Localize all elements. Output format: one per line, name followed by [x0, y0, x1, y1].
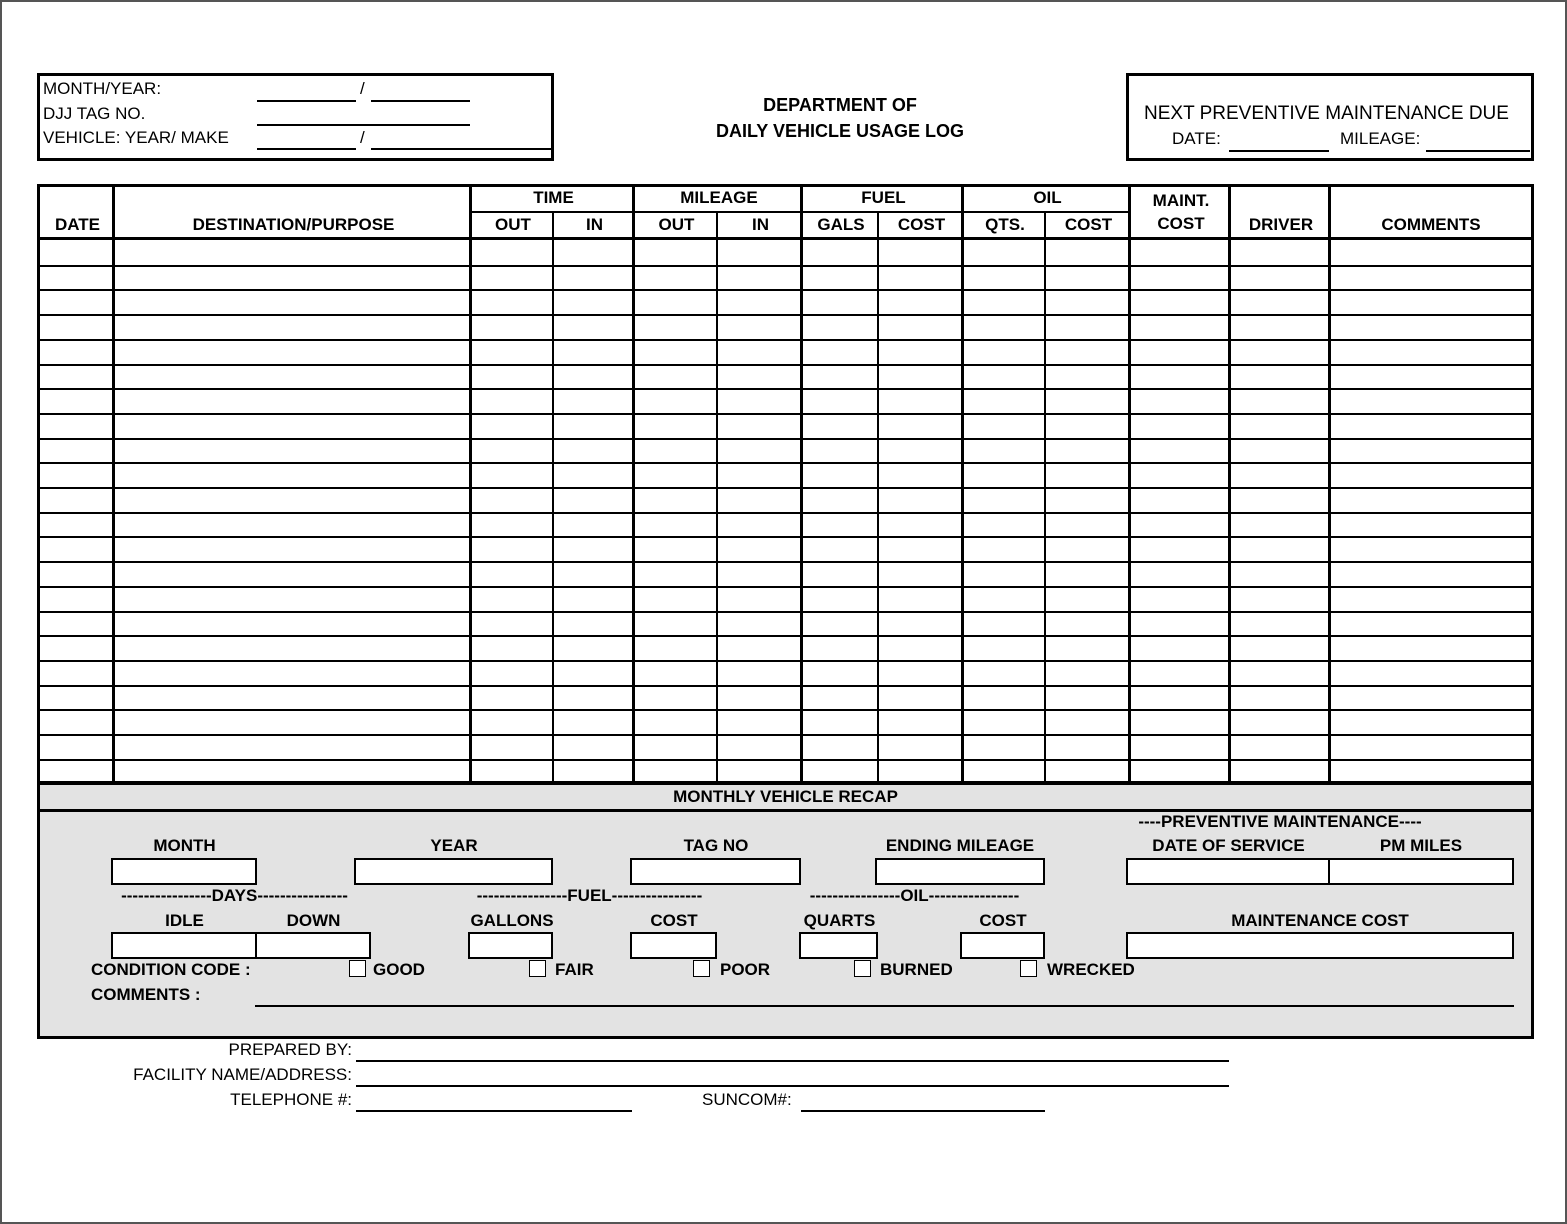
- recap-down-field[interactable]: [255, 932, 371, 959]
- recap-pm-miles-field[interactable]: [1328, 858, 1514, 885]
- col-divider: [1228, 187, 1231, 784]
- table-row-line: [40, 561, 1531, 563]
- recap-month-field[interactable]: [111, 858, 257, 885]
- table-row-line: [40, 487, 1531, 489]
- prepared-by-line[interactable]: [356, 1060, 1229, 1062]
- condition-fair-label: FAIR: [555, 960, 594, 979]
- table-row-line: [40, 462, 1531, 464]
- col-divider: [800, 187, 803, 784]
- recap-ending-mileage-field[interactable]: [875, 858, 1045, 885]
- recap-down-label: DOWN: [286, 911, 341, 930]
- header-comments: COMMENTS: [1381, 215, 1481, 234]
- recap-tag-field[interactable]: [630, 858, 801, 885]
- condition-poor-label: POOR: [720, 960, 771, 979]
- header-mileage-in: IN: [752, 215, 769, 234]
- recap-year-label: YEAR: [430, 836, 478, 855]
- condition-good-checkbox[interactable]: [349, 960, 366, 977]
- header-oil-cost: COST: [1064, 215, 1113, 234]
- oil-divider: ----------------OIL----------------: [809, 886, 1020, 905]
- table-row-line: [40, 364, 1531, 366]
- recap-quarts-field[interactable]: [799, 932, 878, 959]
- header-maint: MAINT.: [1152, 191, 1210, 210]
- header-time: TIME: [533, 188, 574, 207]
- recap-month-label: MONTH: [153, 836, 216, 855]
- recap-maintenance-cost-label: MAINTENANCE COST: [1231, 911, 1409, 930]
- recap-tag-label: TAG NO: [683, 836, 749, 855]
- recap-idle-field[interactable]: [111, 932, 257, 959]
- condition-burned-label: BURNED: [880, 960, 953, 979]
- header-oil-qts: QTS.: [985, 215, 1025, 234]
- fuel-divider: ----------------FUEL----------------: [476, 886, 703, 905]
- col-divider: [112, 187, 115, 784]
- recap-ending-mileage-label: ENDING MILEAGE: [885, 836, 1035, 855]
- col-divider: [1128, 187, 1131, 784]
- facility-label: FACILITY NAME/ADDRESS:: [133, 1065, 352, 1084]
- table-row-line: [40, 611, 1531, 613]
- next-maintenance-box: [1126, 73, 1534, 161]
- vehicle-year-make-label: VEHICLE: YEAR/ MAKE: [43, 128, 229, 147]
- telephone-line[interactable]: [356, 1110, 632, 1112]
- col-divider: [716, 212, 718, 784]
- condition-good-label: GOOD: [373, 960, 425, 979]
- col-divider: [961, 187, 964, 784]
- table-row-line: [40, 635, 1531, 637]
- table-row-line: [40, 536, 1531, 538]
- condition-wrecked-checkbox[interactable]: [1020, 960, 1037, 977]
- condition-wrecked-label: WRECKED: [1047, 960, 1135, 979]
- header-mileage: MILEAGE: [680, 188, 758, 207]
- table-row-line: [40, 660, 1531, 662]
- next-pm-date-label: DATE:: [1172, 129, 1221, 148]
- header-fuel-gals: GALS: [817, 215, 865, 234]
- header-driver: DRIVER: [1248, 215, 1314, 234]
- header-time-in: IN: [586, 215, 603, 234]
- recap-maintenance-cost-field[interactable]: [1126, 932, 1514, 959]
- table-row-line: [40, 734, 1531, 736]
- days-divider: ----------------DAYS----------------: [121, 886, 348, 905]
- header-maint-cost: COST: [1157, 214, 1205, 233]
- next-pm-mileage-label: MILEAGE:: [1340, 129, 1421, 148]
- title-line-2: DAILY VEHICLE USAGE LOG: [715, 121, 965, 141]
- suncom-label: SUNCOM#:: [702, 1090, 792, 1109]
- tag-field-line[interactable]: [257, 124, 470, 126]
- recap-gallons-field[interactable]: [468, 932, 553, 959]
- condition-fair-checkbox[interactable]: [529, 960, 546, 977]
- header-fuel: FUEL: [861, 188, 906, 207]
- pm-section-title: ----PREVENTIVE MAINTENANCE----: [1138, 812, 1422, 831]
- suncom-line[interactable]: [801, 1110, 1045, 1112]
- recap-title: MONTHLY VEHICLE RECAP: [673, 787, 898, 806]
- table-row-line: [40, 685, 1531, 687]
- recap-quarts-label: QUARTS: [803, 911, 876, 930]
- col-divider: [469, 187, 472, 784]
- recap-year-field[interactable]: [354, 858, 553, 885]
- recap-idle-label: IDLE: [165, 911, 204, 930]
- condition-code-label: CONDITION CODE :: [91, 960, 251, 979]
- next-pm-heading: NEXT PREVENTIVE MAINTENANCE DUE: [1144, 103, 1509, 124]
- table-row-line: [40, 759, 1531, 761]
- header-destination: DESTINATION/PURPOSE: [192, 215, 395, 234]
- table-row-line: [40, 709, 1531, 711]
- usage-log-table: [37, 184, 1534, 784]
- vehicle-make-field-line[interactable]: [371, 148, 551, 150]
- recap-gallons-label: GALLONS: [470, 911, 554, 930]
- title-line-1: DEPARTMENT OF: [763, 95, 917, 115]
- vehicle-slash: /: [360, 128, 365, 147]
- recap-comments-line[interactable]: [255, 1005, 1514, 1007]
- table-row-line: [40, 413, 1531, 415]
- condition-poor-checkbox[interactable]: [693, 960, 710, 977]
- table-row-line: [40, 339, 1531, 341]
- recap-oil-cost-label: COST: [979, 911, 1027, 930]
- header-oil: OIL: [1033, 188, 1062, 207]
- table-row-line: [40, 512, 1531, 514]
- col-divider: [1328, 187, 1331, 784]
- col-divider: [632, 187, 635, 784]
- year-field-line[interactable]: [371, 100, 470, 102]
- recap-date-of-service-label: DATE OF SERVICE: [1152, 836, 1305, 855]
- djj-tag-label: DJJ TAG NO.: [43, 104, 146, 123]
- table-row-line: [40, 289, 1531, 291]
- telephone-label: TELEPHONE #:: [230, 1090, 352, 1109]
- table-row-line: [40, 438, 1531, 440]
- header-fuel-cost: COST: [897, 215, 946, 234]
- facility-line[interactable]: [356, 1085, 1229, 1087]
- recap-date-of-service-field[interactable]: [1126, 858, 1330, 885]
- recap-comments-label: COMMENTS :: [91, 985, 201, 1004]
- col-divider: [1044, 212, 1046, 784]
- condition-burned-checkbox[interactable]: [854, 960, 871, 977]
- prepared-by-label: PREPARED BY:: [228, 1040, 352, 1059]
- next-pm-date-line[interactable]: [1229, 150, 1329, 152]
- header-mileage-out: OUT: [658, 215, 695, 234]
- table-row-line: [40, 586, 1531, 588]
- table-row-line: [40, 388, 1531, 390]
- month-year-label: MONTH/YEAR:: [43, 79, 162, 98]
- header-date: DATE: [54, 215, 100, 234]
- header-bottom-line: [40, 237, 1531, 240]
- recap-pm-miles-label: PM MILES: [1379, 836, 1463, 855]
- month-field-line[interactable]: [257, 100, 356, 102]
- col-divider: [552, 212, 554, 784]
- vehicle-info-box: [37, 73, 554, 161]
- header-time-out: OUT: [495, 215, 531, 234]
- table-row-line: [40, 265, 1531, 267]
- vehicle-year-field-line[interactable]: [257, 148, 356, 150]
- form-title: [662, 92, 1018, 144]
- recap-fuel-cost-field[interactable]: [630, 932, 717, 959]
- month-year-slash: /: [360, 79, 365, 98]
- recap-oil-cost-field[interactable]: [960, 932, 1045, 959]
- group-underline: [470, 211, 1128, 213]
- recap-fuel-cost-label: COST: [650, 911, 698, 930]
- col-divider: [877, 212, 879, 784]
- table-row-line: [40, 314, 1531, 316]
- next-pm-mileage-line[interactable]: [1426, 150, 1530, 152]
